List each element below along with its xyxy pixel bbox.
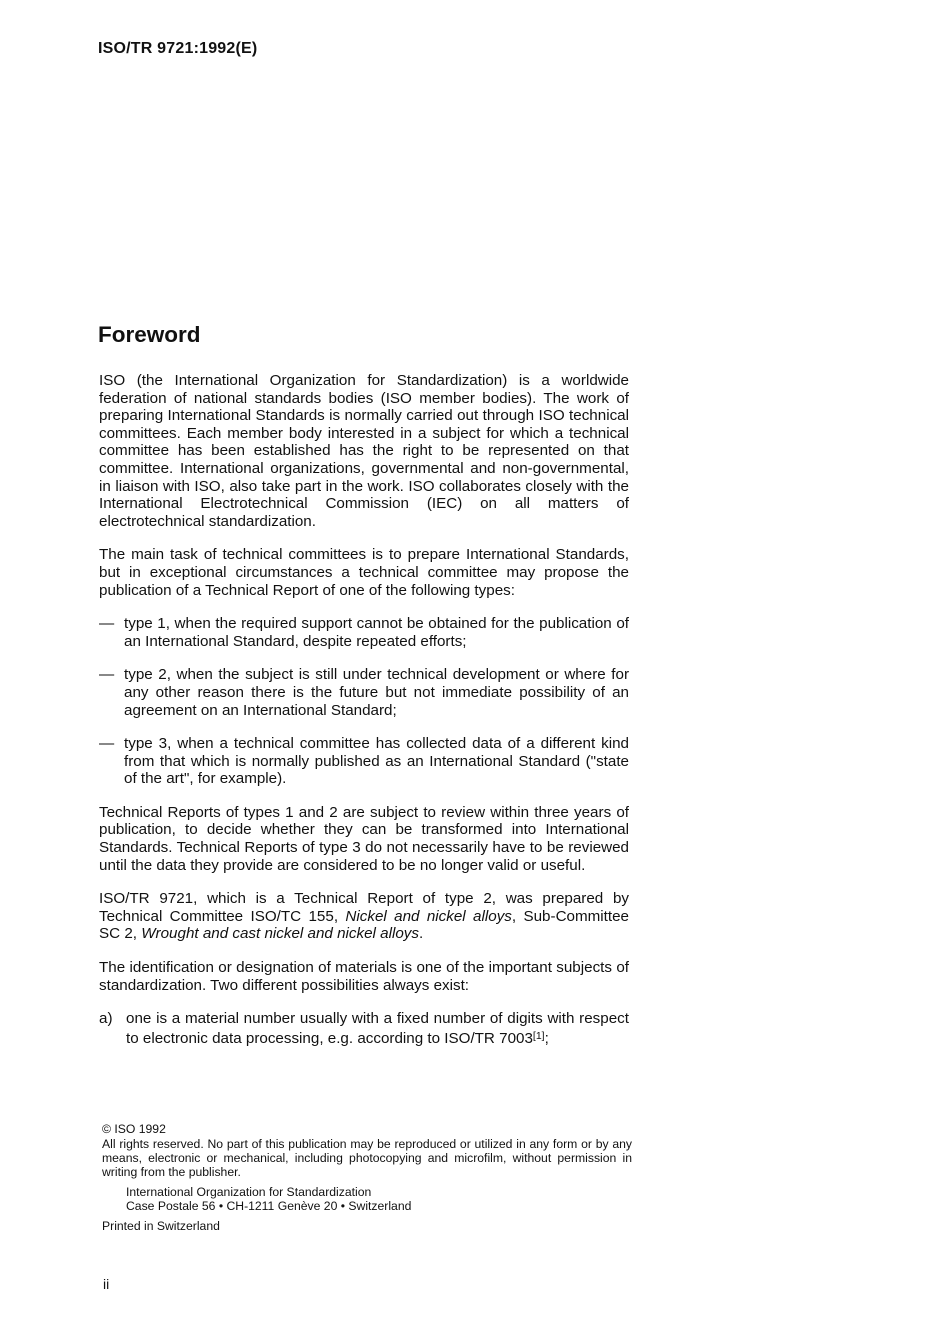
foreword-body	[99, 372, 629, 1063]
paragraph-main-task: The main task of technical committees is to prepare International Standards, but in exceptional circumstances a technical committee may propose the publication of a Technical Report of one of the following types:	[99, 546, 629, 599]
prepared-by-text: ISO/TR 9721, which is a Technical Report of type 2, was prepared by Technical Committee ISO/TC 155,	[99, 890, 629, 925]
list-item-text: one is a material number usually with a fixed number of digits with respect to electronic data processing, e.g. according to ISO/TR 7003	[126, 1010, 629, 1047]
document-id: ISO/TR 9721:1992(E)	[98, 40, 258, 57]
page-title: Foreword	[98, 322, 201, 347]
page-number: ii	[103, 1276, 110, 1292]
list-item-type-1	[99, 615, 629, 650]
organization-address	[126, 1185, 632, 1213]
paragraph-intro: ISO (the International Organization for Standardization) is a worldwide federation of national standards bodies (ISO member bodies). The work of preparing International Standards is normally carried out through ISO technical committees. Each member body interested in a subject for which a technical committee has been established has the right to be represented on that committee. International organizations, governmental and non-governmental, in liaison with ISO, also take part in the work. ISO collaborates closely with the International Electrotechnical Commission (IEC) on all matters of electrotechnical standardization.	[99, 372, 629, 530]
list-item-type-2	[99, 666, 629, 719]
list-item-a	[99, 1010, 629, 1047]
reference-link[interactable]: [1]	[532, 1029, 545, 1042]
paragraph-review: Technical Reports of types 1 and 2 are subject to review within three years of publication, to decide whether they can be transformed into International Standards. Technical Reports of type 3 do not necessarily have to be reviewed until the data they provide are considered to be no longer valid or useful.	[99, 803, 629, 874]
dash-marker: —	[99, 666, 115, 684]
copyright-line: © ISO 1992	[102, 1122, 166, 1136]
copyright-block	[102, 1122, 632, 1233]
rights-notice: All rights reserved. No part of this publication may be reproduced or utilized in any form or by any means, electronic or mechanical, including photocopying and microfilm, without permission in writing from the publisher.	[102, 1137, 632, 1179]
paragraph-prepared-by	[99, 890, 629, 943]
list-item-text: type 2, when the subject is still under technical development or where for any other reason there is the future but not immediate possibility of an agreement on an International Standard;	[124, 666, 629, 719]
prepared-by-end: .	[418, 925, 424, 943]
list-item-end: ;	[544, 1029, 549, 1047]
list-item-text: type 1, when the required support cannot be obtained for the publication of an International Standard, despite repeated efforts;	[124, 615, 629, 650]
printed-in: Printed in Switzerland	[102, 1219, 220, 1233]
paragraph-identification: The identification or designation of materials is one of the important subjects of standardization. Two different possibilities always exist:	[99, 959, 629, 994]
prepared-by-text-2: , Sub-Committee SC 2,	[99, 907, 629, 943]
list-item-text: type 3, when a technical committee has collected data of a different kind from that which is normally published as an International Standard ("state of the art", for example).	[124, 735, 629, 788]
subcommittee-title: Wrought and cast nickel and nickel alloys	[141, 925, 419, 943]
committee-title: Nickel and nickel alloys	[345, 907, 512, 925]
dash-marker: —	[99, 615, 115, 633]
organization-name: International Organization for Standardization	[126, 1185, 372, 1199]
list-marker: a)	[99, 1010, 113, 1028]
list-item-type-3	[99, 735, 629, 788]
dash-marker: —	[99, 735, 115, 753]
postal-address: Case Postale 56 • CH-1211 Genève 20 • Switzerland	[126, 1199, 412, 1213]
